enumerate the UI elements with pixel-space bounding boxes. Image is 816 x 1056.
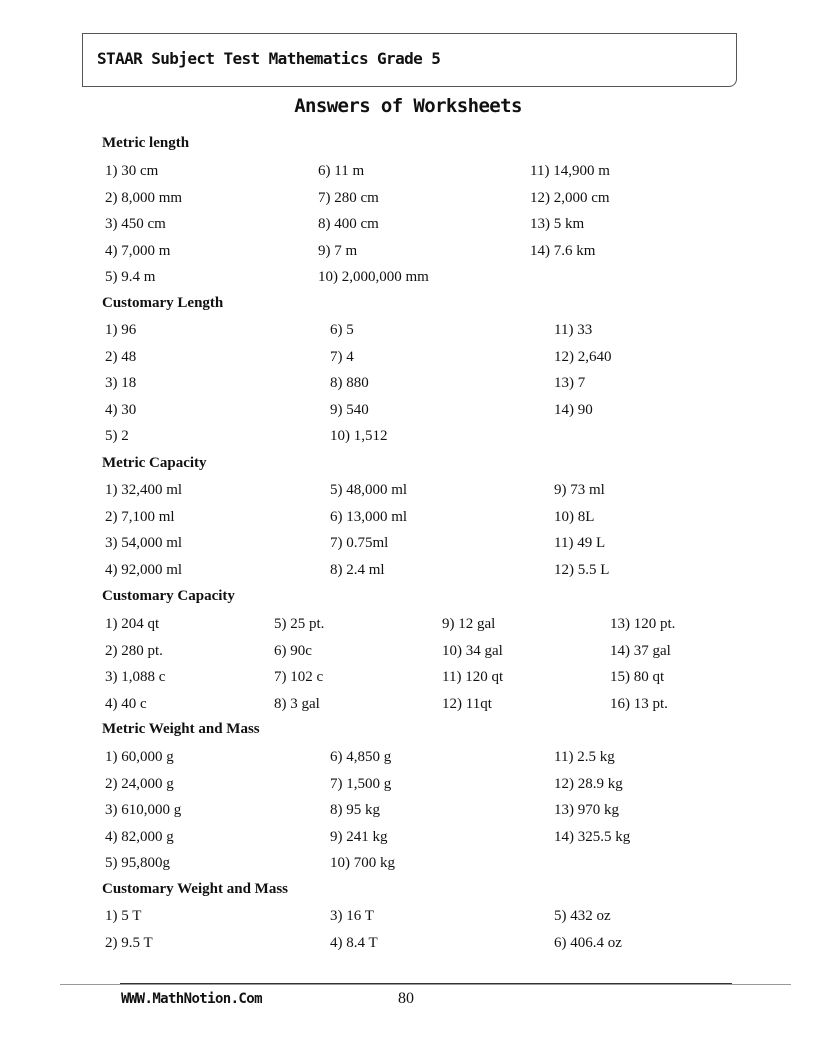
answer-item: 13) 5 km — [530, 216, 585, 232]
section-title: Customary Capacity — [102, 588, 235, 604]
answer-item: 7) 0.75ml — [330, 535, 389, 551]
answer-item: 14) 90 — [554, 401, 593, 418]
section-title: Metric length — [102, 135, 190, 151]
answer-item: 4) 82,000 g — [105, 828, 174, 845]
answer-item: 1) 5 T — [105, 908, 142, 924]
answer-item: 7) 102 c — [274, 669, 324, 685]
answer-item: 8) 95 kg — [330, 802, 380, 818]
answer-item: 2) 24,000 g — [105, 775, 174, 792]
answer-item: 9) 73 ml — [554, 482, 605, 498]
answer-item: 10) 700 kg — [330, 855, 395, 871]
answer-item: 9) 540 — [330, 401, 369, 418]
answer-item: 3) 610,000 g — [105, 802, 182, 818]
answer-item: 3) 18 — [105, 375, 137, 391]
answer-item: 9) 12 gal — [442, 616, 496, 632]
answer-item: 14) 325.5 kg — [554, 828, 631, 845]
answer-item: 11) 2.5 kg — [554, 749, 615, 765]
page-title: Answers of Worksheets — [294, 95, 522, 117]
section-title: Customary Weight and Mass — [102, 881, 288, 897]
answer-item: 10) 34 gal — [442, 642, 503, 659]
answer-item: 6) 4,850 g — [330, 749, 392, 765]
answer-item: 5) 95,800g — [105, 855, 170, 871]
answer-item: 11) 33 — [554, 322, 593, 338]
answer-item: 5) 2 — [105, 428, 129, 444]
footer-divider-inner — [120, 983, 732, 984]
answer-item: 12) 11qt — [442, 695, 492, 712]
answer-item: 12) 28.9 kg — [554, 775, 623, 792]
answer-item: 11) 14,900 m — [530, 163, 610, 179]
answer-item: 1) 204 qt — [105, 616, 160, 632]
answer-item: 12) 2,000 cm — [530, 189, 610, 206]
answer-item: 14) 37 gal — [610, 642, 671, 659]
answer-item: 7) 4 — [330, 348, 354, 365]
answer-item: 7) 1,500 g — [330, 775, 392, 792]
answer-item: 8) 880 — [330, 375, 369, 391]
answer-item: 14) 7.6 km — [530, 242, 596, 259]
answer-item: 9) 241 kg — [330, 828, 388, 845]
answer-item: 5) 48,000 ml — [330, 482, 408, 498]
answer-item: 12) 2,640 — [554, 348, 612, 365]
answer-item: 5) 25 pt. — [274, 616, 325, 632]
header-box — [82, 33, 737, 87]
answer-item: 7) 280 cm — [318, 189, 379, 206]
answer-item: 12) 5.5 L — [554, 561, 610, 578]
answer-item: 4) 40 c — [105, 695, 147, 712]
answer-item: 15) 80 qt — [610, 669, 665, 685]
answer-item: 2) 280 pt. — [105, 642, 163, 659]
answer-item: 3) 1,088 c — [105, 669, 166, 685]
answer-item: 3) 54,000 ml — [105, 535, 183, 551]
answer-item: 6) 5 — [330, 322, 354, 338]
answer-item: 6) 13,000 ml — [330, 508, 408, 525]
answer-item: 6) 90c — [274, 642, 312, 659]
header-title: STAAR Subject Test Mathematics Grade 5 — [97, 49, 441, 68]
answer-item: 13) 7 — [554, 375, 586, 391]
answer-item: 10) 1,512 — [330, 428, 388, 444]
section-title: Metric Capacity — [102, 455, 207, 471]
answer-item: 2) 7,100 ml — [105, 508, 175, 525]
answer-item: 1) 60,000 g — [105, 749, 174, 765]
answer-item: 10) 2,000,000 mm — [318, 269, 429, 285]
answer-item: 4) 7,000 m — [105, 242, 171, 259]
answer-item: 13) 120 pt. — [610, 616, 676, 632]
answer-item: 8) 2.4 ml — [330, 561, 385, 578]
answer-item: 6) 11 m — [318, 163, 365, 179]
answer-item: 2) 48 — [105, 348, 137, 365]
answer-item: 6) 406.4 oz — [554, 934, 622, 951]
answer-item: 2) 8,000 mm — [105, 189, 183, 206]
answer-item: 8) 3 gal — [274, 695, 320, 712]
answer-item: 10) 8L — [554, 508, 595, 525]
answer-item: 11) 49 L — [554, 535, 606, 551]
footer-website: WWW.MathNotion.Com — [121, 991, 262, 1007]
answer-item: 5) 9.4 m — [105, 269, 156, 285]
answer-item: 13) 970 kg — [554, 802, 619, 818]
answer-item: 3) 450 cm — [105, 216, 166, 232]
answer-item: 11) 120 qt — [442, 669, 504, 685]
answer-item: 4) 92,000 ml — [105, 561, 183, 578]
section-title: Metric Weight and Mass — [102, 721, 260, 737]
section-title: Customary Length — [102, 295, 224, 311]
answer-item: 5) 432 oz — [554, 908, 611, 924]
answer-item: 3) 16 T — [330, 908, 374, 924]
page-number: 80 — [398, 990, 414, 1007]
answer-item: 1) 96 — [105, 322, 137, 338]
answer-item: 2) 9.5 T — [105, 934, 153, 951]
answer-item: 8) 400 cm — [318, 216, 379, 232]
answer-item: 16) 13 pt. — [610, 695, 668, 712]
answer-item: 4) 30 — [105, 401, 137, 418]
answer-item: 1) 32,400 ml — [105, 482, 183, 498]
answer-item: 9) 7 m — [318, 242, 358, 259]
answer-item: 1) 30 cm — [105, 163, 159, 179]
footer-divider — [60, 984, 791, 985]
answer-item: 4) 8.4 T — [330, 934, 378, 951]
